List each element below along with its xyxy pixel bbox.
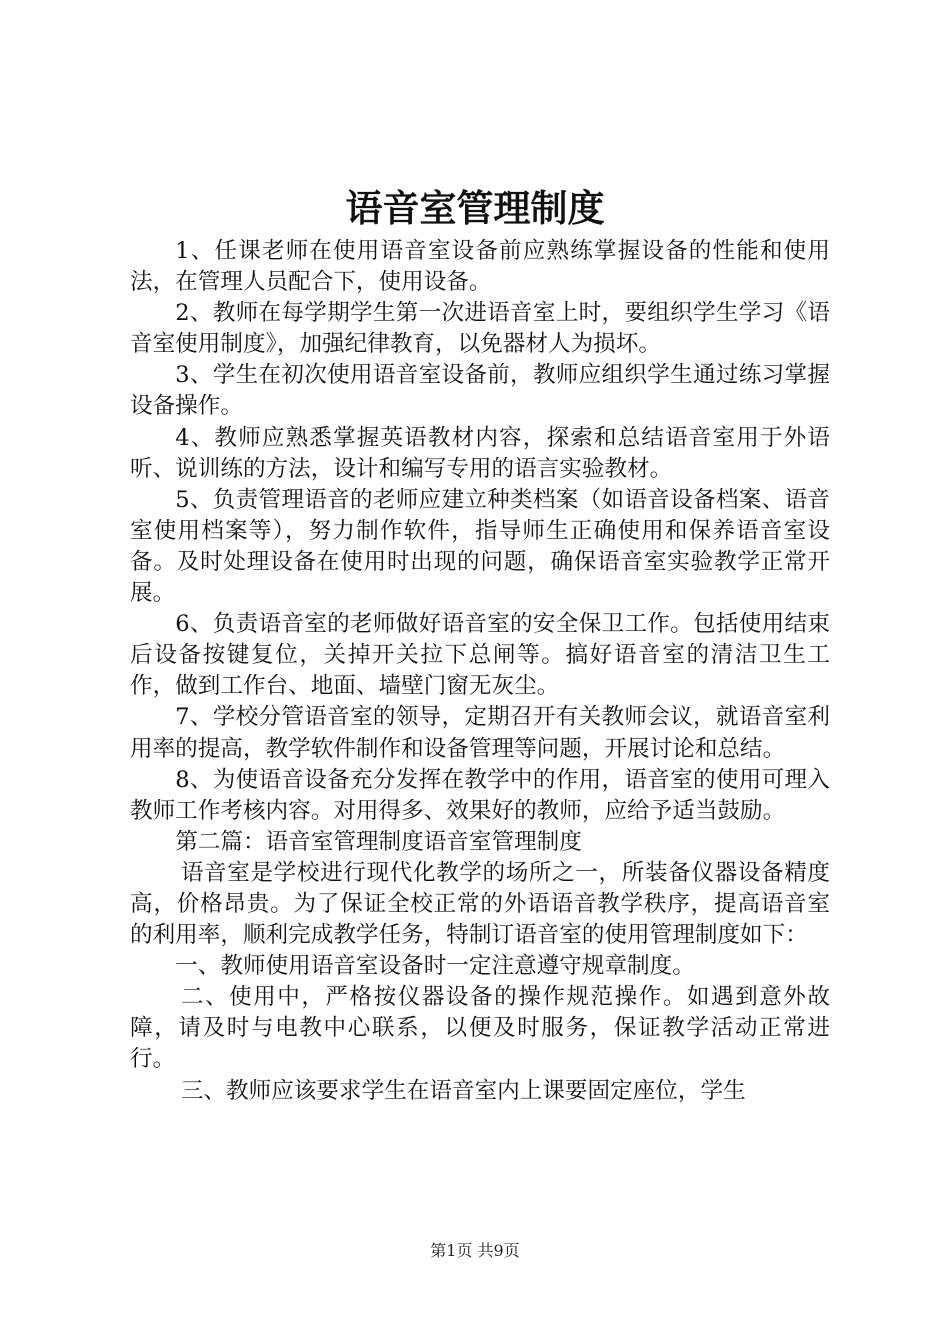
page-number-footer: 第1页 共9页 xyxy=(430,1241,520,1260)
paragraph-8: 8、为使语音设备充分发挥在教学中的作用，语音室的使用可理入教师工作考核内容。对用得多、效果好的教师，应给予适当鼓励。 xyxy=(130,766,830,824)
paragraph-1: 1、任课老师在使用语音室设备前应熟练掌握设备的性能和使用法，在管理人员配合下，使用设备。 xyxy=(130,238,830,296)
document-title: 语音室管理制度 xyxy=(345,186,605,230)
paragraph-2: 2、教师在每学期学生第一次进语音室上时，要组织学生学习《语音室使用制度》，加强纪律教育，以免器材人为损坏。 xyxy=(130,300,830,358)
rule-item-3: 三、教师应该要求学生在语音室内上课要固定座位，学生 xyxy=(180,1077,746,1104)
paragraph-5: 5、负责管理语音的老师应建立种类档案（如语音设备档案、语音室使用档案等），努力制作软件，指导师生正确使用和保养语音室设备。及时处理设备在使用时出现的问题，确保语音室实验教学正常开展。 xyxy=(130,486,830,607)
paragraph-3: 3、学生在初次使用语音室设备前，教师应组织学生通过练习掌握设备操作。 xyxy=(130,362,830,420)
paragraph-7: 7、学校分管语音室的领导，定期召开有关教师会议，就语音室利用率的提高，教学软件制作和设备管理等问题，开展讨论和总结。 xyxy=(130,704,830,762)
section-heading-part-two: 第二篇：语音室管理制度语音室管理制度 xyxy=(175,828,582,855)
document-body xyxy=(130,236,830,1107)
paragraph-4: 4、教师应熟悉掌握英语教材内容，探索和总结语音室用于外语听、说训练的方法，设计和编写专用的语言实验教材。 xyxy=(130,424,830,482)
rule-item-2: 二、使用中，严格按仪器设备的操作规范操作。如遇到意外故障，请及时与电教中心联系，以便及时服务，保证教学活动正常进行。 xyxy=(130,984,830,1073)
rule-item-1: 一、教师使用语音室设备时一定注意遵守规章制度。 xyxy=(175,953,695,980)
paragraph-6: 6、负责语音室的老师做好语音室的安全保卫工作。包括使用结束后设备按键复位，关掉开关拉下总闸等。搞好语音室的清洁卫生工作，做到工作台、地面、墙壁门窗无灰尘。 xyxy=(130,611,830,700)
intro-paragraph: 语音室是学校进行现代化教学的场所之一，所装备仪器设备精度高，价格昂贵。为了保证全校正常的外语语音教学秩序，提高语音室的利用率，顺利完成教学任务，特制订语音室的使用管理制度如下： xyxy=(130,859,830,949)
